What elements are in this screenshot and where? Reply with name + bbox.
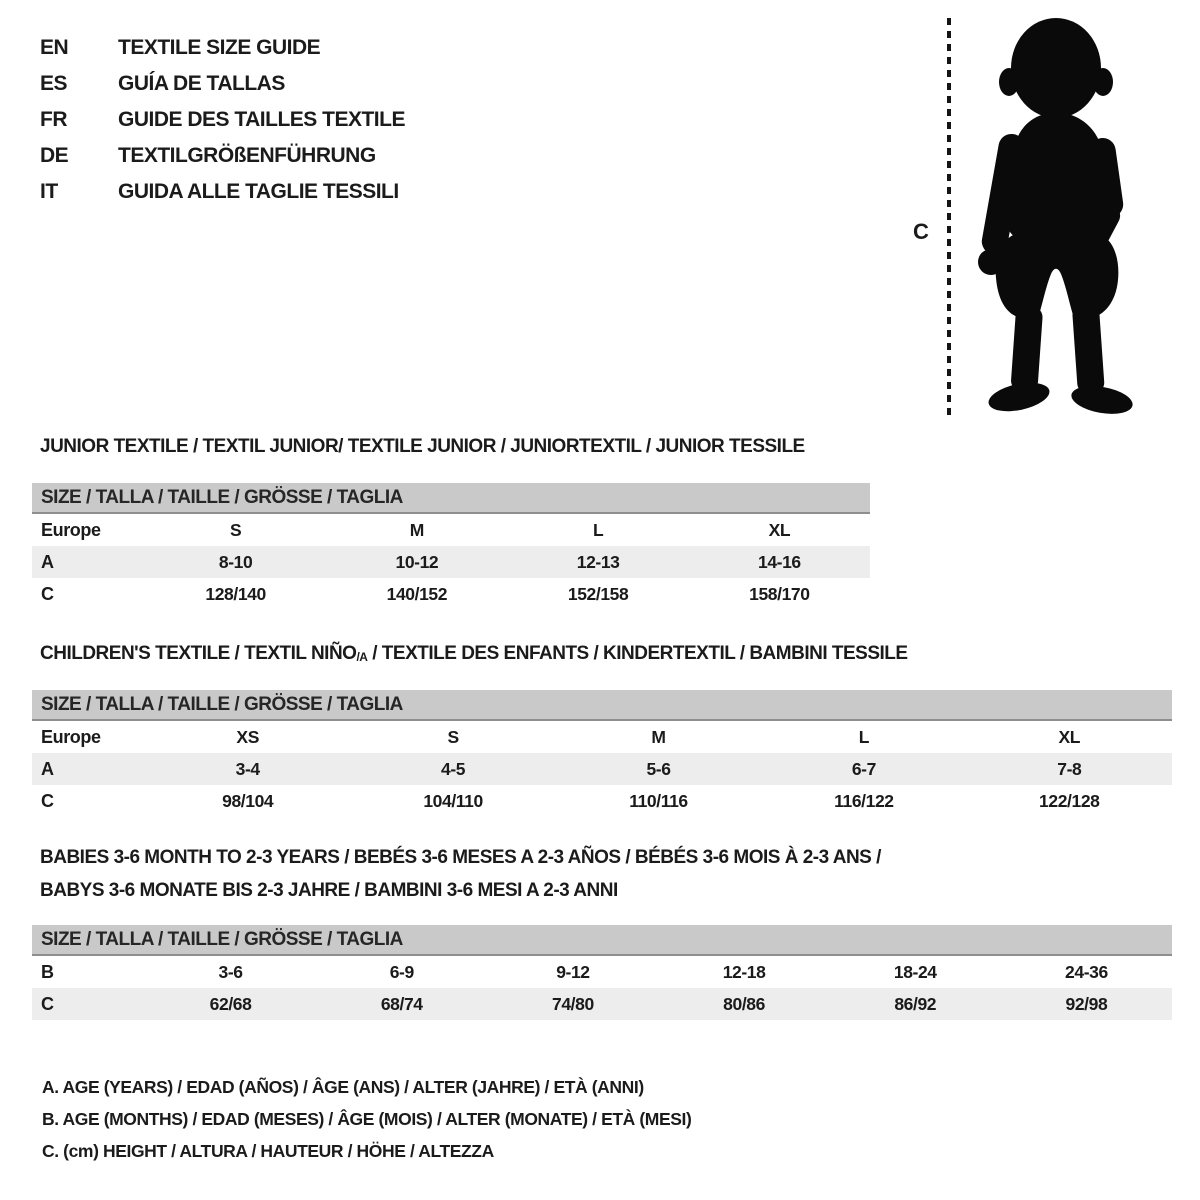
babies-heading-line1: BABIES 3-6 MONTH TO 2-3 YEARS / BEBÉS 3-6 MESES A 2-3 AÑOS / BÉBÉS 3-6 MOIS À 2-3 ANS / bbox=[40, 847, 881, 868]
size-cell: XL bbox=[1058, 726, 1081, 747]
age-cell: 24-36 bbox=[1065, 961, 1108, 982]
age-cell: 18-24 bbox=[893, 961, 937, 982]
guide-title-it: GUIDA ALLE TAGLIE TESSILI bbox=[118, 180, 399, 203]
height-cell: 128/140 bbox=[205, 583, 266, 604]
size-cell: S bbox=[229, 519, 242, 540]
height-cell: 158/170 bbox=[749, 583, 810, 604]
guide-title-de: TEXTILGRÖßENFÜHRUNG bbox=[118, 144, 376, 167]
height-cell: 62/68 bbox=[209, 993, 252, 1014]
height-cell: 104/110 bbox=[423, 790, 483, 811]
table-row-height-cm bbox=[32, 988, 1172, 1020]
table-row-height-cm bbox=[32, 578, 870, 610]
children-section-heading bbox=[40, 643, 908, 665]
table-row-europe bbox=[32, 514, 870, 546]
height-measure-label: C bbox=[913, 219, 929, 244]
age-cell: 8-10 bbox=[218, 551, 253, 572]
language-row-es bbox=[40, 66, 405, 102]
babies-section-heading bbox=[40, 841, 881, 907]
height-cell: 122/128 bbox=[1039, 790, 1100, 811]
language-code: DE bbox=[40, 144, 69, 167]
junior-size-header-bar: SIZE / TALLA / TAILLE / GRÖSSE / TAGLIA bbox=[32, 483, 870, 514]
language-code: EN bbox=[40, 36, 69, 59]
junior-size-table bbox=[32, 514, 870, 610]
height-cell: 110/116 bbox=[629, 790, 688, 811]
age-cell: 7-8 bbox=[1057, 758, 1082, 779]
age-cell: 14-16 bbox=[757, 551, 801, 572]
language-row-de bbox=[40, 138, 405, 174]
age-cell: 10-12 bbox=[395, 551, 439, 572]
language-row-fr bbox=[40, 102, 405, 138]
age-cell: 3-4 bbox=[235, 758, 260, 779]
babies-size-table bbox=[32, 956, 1172, 1020]
age-cell: 6-9 bbox=[389, 961, 414, 982]
footnote-age-months: B. AGE (MONTHS) / EDAD (MESES) / ÂGE (MOIS) / ALTER (MONATE) / ETÀ (MESI) bbox=[42, 1109, 692, 1129]
guide-title-es: GUÍA DE TALLAS bbox=[118, 72, 285, 95]
age-cell: 5-6 bbox=[646, 758, 671, 779]
language-code: ES bbox=[40, 72, 68, 95]
age-cell: 9-12 bbox=[556, 961, 590, 982]
height-cell: 92/98 bbox=[1065, 993, 1108, 1014]
junior-section-heading: JUNIOR TEXTILE / TEXTIL JUNIOR/ TEXTILE JUNIOR / JUNIORTEXTIL / JUNIOR TESSILE bbox=[40, 436, 805, 457]
height-measure-dashed-line bbox=[947, 18, 951, 416]
row-label: C bbox=[41, 790, 54, 811]
height-cell: 116/122 bbox=[834, 790, 894, 811]
row-label: C bbox=[41, 583, 54, 604]
size-cell: L bbox=[592, 519, 604, 540]
row-label: C bbox=[41, 993, 54, 1014]
language-title-list bbox=[40, 30, 405, 210]
table-row-age-years bbox=[32, 753, 1172, 785]
size-cell: L bbox=[858, 726, 870, 747]
height-cell: 86/92 bbox=[894, 993, 937, 1014]
height-cell: 140/152 bbox=[386, 583, 448, 604]
age-cell: 12-13 bbox=[576, 551, 620, 572]
babies-size-header-bar: SIZE / TALLA / TAILLE / GRÖSSE / TAGLIA bbox=[32, 925, 1172, 956]
footnote-height-cm: C. (cm) HEIGHT / ALTURA / HAUTEUR / HÖHE / ALTEZZA bbox=[42, 1141, 494, 1161]
height-cell: 74/80 bbox=[552, 993, 594, 1014]
size-cell: XS bbox=[236, 726, 259, 747]
children-size-table bbox=[32, 721, 1172, 817]
toddler-silhouette-icon bbox=[962, 14, 1154, 418]
size-cell: S bbox=[447, 726, 459, 747]
guide-title-fr: GUIDE DES TAILLES TEXTILE bbox=[118, 108, 405, 131]
size-cell: XL bbox=[768, 519, 791, 540]
children-heading-suffix: / TEXTILE DES ENFANTS / KINDERTEXTIL / BAMBINI TESSILE bbox=[367, 643, 908, 664]
footnote-age-years: A. AGE (YEARS) / EDAD (AÑOS) / ÂGE (ANS) / ALTER (JAHRE) / ETÀ (ANNI) bbox=[42, 1077, 644, 1097]
table-row-height-cm bbox=[32, 785, 1172, 817]
age-cell: 12-18 bbox=[722, 961, 766, 982]
legend-footnotes bbox=[42, 1071, 691, 1167]
height-cell: 80/86 bbox=[723, 993, 765, 1014]
babies-heading-line2: BABYS 3-6 MONATE BIS 2-3 JAHRE / BAMBINI 3-6 MESI A 2-3 ANNI bbox=[40, 880, 618, 901]
language-code: FR bbox=[40, 108, 67, 131]
age-cell: 3-6 bbox=[218, 961, 243, 982]
height-cell: 152/158 bbox=[567, 583, 629, 604]
language-row-en bbox=[40, 30, 405, 66]
row-label: A bbox=[41, 758, 54, 779]
age-cell: 4-5 bbox=[441, 758, 466, 779]
guide-title-en: TEXTILE SIZE GUIDE bbox=[118, 36, 321, 59]
table-row-age-months bbox=[32, 956, 1172, 988]
row-label: Europe bbox=[41, 726, 101, 747]
children-heading-subscript: /A bbox=[356, 650, 368, 664]
height-cell: 98/104 bbox=[222, 790, 274, 811]
children-size-header-bar: SIZE / TALLA / TAILLE / GRÖSSE / TAGLIA bbox=[32, 690, 1172, 721]
language-code: IT bbox=[40, 180, 58, 203]
height-cell: 68/74 bbox=[380, 993, 423, 1014]
age-cell: 6-7 bbox=[851, 758, 876, 779]
table-row-europe bbox=[32, 721, 1172, 753]
children-heading-prefix: CHILDREN'S TEXTILE / TEXTIL NIÑO bbox=[40, 643, 357, 664]
table-row-age-years bbox=[32, 546, 870, 578]
row-label: Europe bbox=[41, 519, 101, 540]
size-cell: M bbox=[409, 519, 424, 540]
size-cell: M bbox=[651, 726, 666, 747]
row-label: B bbox=[41, 961, 54, 982]
row-label: A bbox=[41, 551, 54, 572]
language-row-it bbox=[40, 174, 405, 210]
